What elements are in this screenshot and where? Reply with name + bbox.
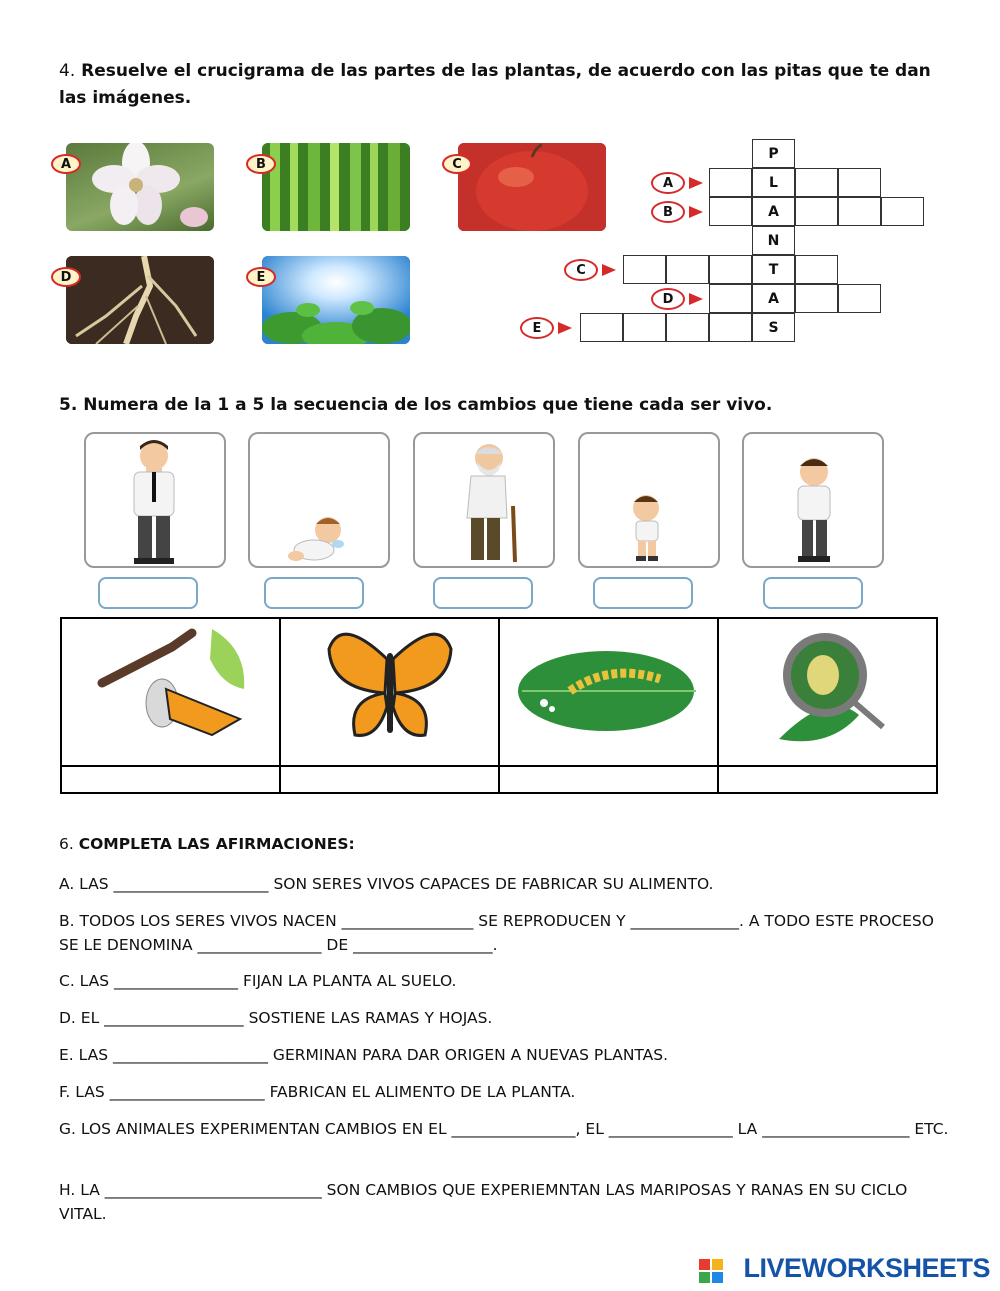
stage-answer-4[interactable] bbox=[717, 765, 938, 794]
sentence-a: A. LAS ____________________ SON SERES VIVOS CAPACES DE FABRICAR SU ALIMENTO. bbox=[59, 875, 714, 893]
sentence-g: G. LOS ANIMALES EXPERIMENTAN CAMBIOS EN EL ________________, EL ________________ LA ___________________ ETC. bbox=[59, 1120, 949, 1138]
crossword-input[interactable] bbox=[666, 313, 709, 342]
sequence-input-1[interactable] bbox=[98, 577, 198, 609]
old-man-icon bbox=[413, 432, 555, 568]
arrow-right-icon bbox=[689, 293, 703, 305]
arrow-right-icon bbox=[689, 177, 703, 189]
egg-on-leaf-icon bbox=[719, 619, 936, 765]
crossword-input[interactable] bbox=[838, 168, 881, 197]
flower-icon bbox=[66, 143, 214, 231]
sequence-input-3[interactable] bbox=[433, 577, 533, 609]
crossword-input[interactable] bbox=[709, 168, 752, 197]
crossword-cell-n: N bbox=[752, 226, 795, 255]
bamboo-stems-icon bbox=[262, 143, 410, 231]
crossword-input[interactable] bbox=[795, 197, 838, 226]
q5-heading: 5. Numera de la 1 a 5 la secuencia de los cambios que tiene cada ser vivo. bbox=[59, 395, 773, 415]
crossword-cell-p: P bbox=[752, 139, 795, 168]
stage-answer-1[interactable] bbox=[60, 765, 281, 794]
arrow-right-icon bbox=[689, 206, 703, 218]
liveworksheets-logo[interactable]: LIVEWORKSHEETS bbox=[743, 1253, 990, 1283]
q6-number: 6. bbox=[59, 835, 74, 853]
crossword-cell-a2: A bbox=[752, 284, 795, 313]
q6-heading bbox=[59, 835, 355, 853]
crossword-input[interactable] bbox=[838, 197, 881, 226]
sentence-e: E. LAS ____________________ GERMINAN PARA DAR ORIGEN A NUEVAS PLANTAS. bbox=[59, 1046, 669, 1064]
teen-boy-icon bbox=[742, 432, 884, 568]
label-d: D bbox=[51, 267, 81, 287]
sentence-c: C. LAS ________________ FIJAN LA PLANTA AL SUELO. bbox=[59, 972, 457, 990]
sequence-input-5[interactable] bbox=[763, 577, 863, 609]
crossword-input[interactable] bbox=[709, 313, 752, 342]
arrow-right-icon bbox=[558, 322, 572, 334]
arrow-right-icon bbox=[602, 264, 616, 276]
crossword-cell-a1: A bbox=[752, 197, 795, 226]
sentence-d: D. EL __________________ SOSTIENE LAS RAMAS Y HOJAS. bbox=[59, 1009, 493, 1027]
baby-icon bbox=[248, 432, 390, 568]
crossword-clue-e: E bbox=[520, 317, 554, 339]
leaves-icon bbox=[262, 256, 410, 344]
crossword-input[interactable] bbox=[795, 255, 838, 284]
stage-cell-3 bbox=[498, 617, 719, 767]
crossword-clue-d: D bbox=[651, 288, 685, 310]
q4-text: Resuelve el crucigrama de las partes de las plantas, de acuerdo con las pitas que te dan las imágenes. bbox=[59, 61, 931, 108]
stage-answer-3[interactable] bbox=[498, 765, 719, 794]
crossword-input[interactable] bbox=[838, 284, 881, 313]
stage-cell-4 bbox=[717, 617, 938, 767]
crossword-input[interactable] bbox=[709, 255, 752, 284]
adult-man-icon bbox=[84, 432, 226, 568]
stage-cell-1 bbox=[60, 617, 281, 767]
crossword-input[interactable] bbox=[709, 284, 752, 313]
crossword-clue-c: C bbox=[564, 259, 598, 281]
crossword-input[interactable] bbox=[881, 197, 924, 226]
q4-heading bbox=[59, 58, 939, 112]
sentence-h: H. LA ____________________________ SON CAMBIOS QUE EXPERIEMNTAN LAS MARIPOSAS Y RANAS EN SU CICLO VITAL. bbox=[59, 1181, 908, 1223]
label-c: C bbox=[442, 154, 472, 174]
crossword-cell-t: T bbox=[752, 255, 795, 284]
crossword-input[interactable] bbox=[623, 255, 666, 284]
crossword-input[interactable] bbox=[666, 255, 709, 284]
sequence-input-4[interactable] bbox=[593, 577, 693, 609]
crossword-cell-l: L bbox=[752, 168, 795, 197]
butterfly-icon bbox=[281, 619, 498, 765]
apple-icon bbox=[458, 143, 606, 231]
crossword-clue-a: A bbox=[651, 172, 685, 194]
crossword-cell-s: S bbox=[752, 313, 795, 342]
chrysalis-icon bbox=[62, 619, 279, 765]
crossword-input[interactable] bbox=[795, 284, 838, 313]
child-icon bbox=[578, 432, 720, 568]
crossword-input[interactable] bbox=[709, 197, 752, 226]
roots-icon bbox=[66, 256, 214, 344]
sequence-input-2[interactable] bbox=[264, 577, 364, 609]
label-a: A bbox=[51, 154, 81, 174]
logo-icon bbox=[699, 1259, 723, 1283]
caterpillar-icon bbox=[500, 619, 717, 765]
sentence-f: F. LAS ____________________ FABRICAN EL ALIMENTO DE LA PLANTA. bbox=[59, 1083, 576, 1101]
crossword-input[interactable] bbox=[580, 313, 623, 342]
sentence-b: B. TODOS LOS SERES VIVOS NACEN _________________ SE REPRODUCEN Y ______________. A TODO ESTE PROCESO SE LE DENOMINA ________________ DE __________________. bbox=[59, 912, 934, 954]
crossword-clue-b: B bbox=[651, 201, 685, 223]
label-e: E bbox=[246, 267, 276, 287]
stage-answer-2[interactable] bbox=[279, 765, 500, 794]
crossword-input[interactable] bbox=[623, 313, 666, 342]
stage-cell-2 bbox=[279, 617, 500, 767]
q4-number: 4. bbox=[59, 61, 76, 81]
crossword-input[interactable] bbox=[795, 168, 838, 197]
q6-title: COMPLETA LAS AFIRMACIONES: bbox=[78, 835, 355, 853]
label-b: B bbox=[246, 154, 276, 174]
